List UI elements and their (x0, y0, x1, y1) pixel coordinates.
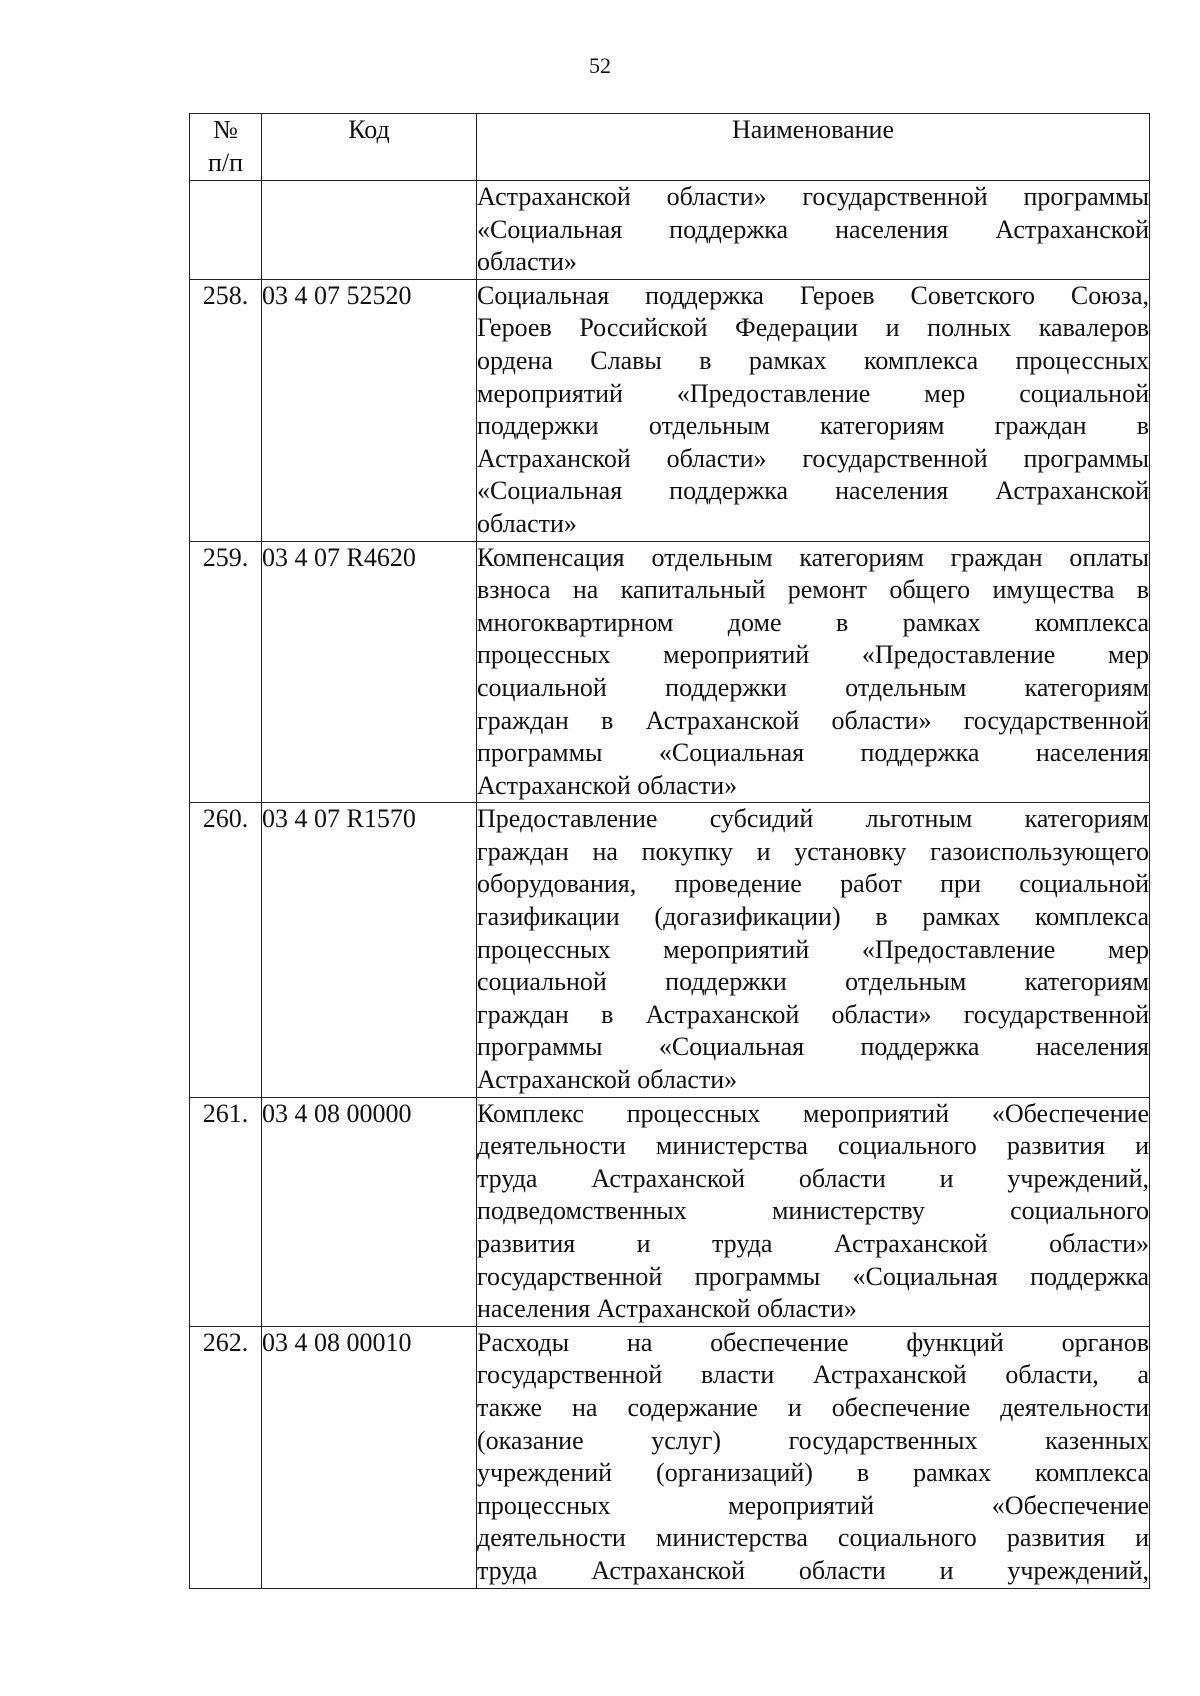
row-name-line: взноса на капитальный ремонт общего имущества в (477, 575, 1149, 605)
row-name-line: граждан в Астраханской области» государственной (477, 705, 1149, 735)
row-name-line: программы «Социальная поддержка населения (477, 1032, 1149, 1062)
row-name-line: ордена Славы в рамках комплекса процессных (477, 345, 1149, 375)
row-name (477, 181, 1150, 280)
row-name-line: труда Астраханской области и учреждений, (477, 1163, 1149, 1193)
row-name-line: программы «Социальная поддержка населения (477, 738, 1149, 768)
row-name-line: граждан в Астраханской области» государственной (477, 999, 1149, 1029)
row-name-line: процессных мероприятий «Предоставление мер (477, 934, 1149, 964)
table-row (190, 1326, 1150, 1588)
row-number: 261. (190, 1097, 262, 1326)
row-name-line: социальной поддержки отдельным категориям (477, 672, 1149, 702)
row-name-line: (оказание услуг) государственных казенных (477, 1425, 1149, 1455)
row-name-line: учреждений (организаций) в рамках комплекса (477, 1458, 1149, 1488)
row-name-line: газификации (догазификации) в рамках комплекса (477, 902, 1149, 932)
row-code: 03 4 08 00000 (262, 1097, 477, 1326)
row-name-line: многоквартирном доме в рамках комплекса (477, 607, 1149, 637)
row-name-line: мероприятий «Предоставление мер социальной (477, 378, 1149, 408)
row-code: 03 4 08 00010 (262, 1326, 477, 1588)
row-name-line: «Социальная поддержка населения Астраханской (477, 476, 1149, 506)
row-name (477, 803, 1150, 1097)
row-name-line: Астраханской области» (477, 1065, 738, 1095)
row-number: 259. (190, 541, 262, 803)
row-name (477, 1097, 1150, 1326)
row-name-line: подведомственных министерству социального (477, 1196, 1149, 1226)
row-name-line: Героев Российской Федерации и полных кавалеров (477, 313, 1149, 343)
row-code: 03 4 07 R1570 (262, 803, 477, 1097)
row-name-line: Социальная поддержка Героев Советского Союза, (477, 280, 1149, 310)
row-name-line: развития и труда Астраханской области» (477, 1229, 1149, 1258)
row-name-line: граждан на покупку и установку газоиспользующего (477, 836, 1149, 866)
row-name-line: Астраханской области» государственной программы (477, 443, 1149, 473)
row-name-line: процессных мероприятий «Предоставление мер (477, 640, 1149, 670)
row-name-line: поддержки отдельным категориям граждан в (477, 411, 1149, 441)
table-row (190, 181, 1150, 280)
row-name-line: государственной власти Астраханской области, а (477, 1360, 1149, 1390)
row-name-line: «Социальная поддержка населения Астраханской (477, 214, 1149, 244)
row-name-line: области» (477, 508, 577, 538)
row-number (190, 181, 262, 280)
row-name-line: также на содержание и обеспечение деятельности (477, 1392, 1149, 1422)
table-row (190, 1097, 1150, 1326)
row-name-line: процессных мероприятий «Обеспечение (477, 1490, 1149, 1520)
row-name-line: Астраханской области» (477, 770, 738, 800)
row-name-line: Астраханской области» государственной программы (477, 182, 1149, 211)
header-number (190, 114, 262, 181)
row-name-line: Комплекс процессных мероприятий «Обеспечение (477, 1098, 1149, 1128)
header-code: Код (262, 114, 477, 181)
row-name-line: оборудования, проведение работ при социальной (477, 869, 1149, 899)
row-name-line: социальной поддержки отдельным категориям (477, 967, 1149, 997)
row-name-line: деятельности министерства социального развития и (477, 1131, 1149, 1161)
row-name (477, 1326, 1150, 1588)
page-number: 52 (589, 53, 611, 78)
row-name-line: Предоставление субсидий льготным категориям (477, 804, 1149, 834)
row-number: 258. (190, 279, 262, 541)
row-name-line: государственной программы «Социальная поддержка (477, 1261, 1149, 1291)
row-name-line: области» (477, 247, 577, 277)
row-number: 262. (190, 1326, 262, 1588)
row-number: 260. (190, 803, 262, 1097)
row-name-line: деятельности министерства социального развития и (477, 1523, 1149, 1553)
row-name-line: Компенсация отдельным категориям граждан оплаты (477, 542, 1149, 572)
header-number-symbol: № (213, 115, 238, 144)
table-body (190, 181, 1150, 1589)
table-row (190, 541, 1150, 803)
row-code: 03 4 07 R4620 (262, 541, 477, 803)
row-name-line: населения Астраханской области» (477, 1294, 857, 1324)
row-name-line: труда Астраханской области и учреждений, (477, 1555, 1149, 1585)
row-code (262, 181, 477, 280)
row-name (477, 541, 1150, 803)
row-name-line: Расходы на обеспечение функций органов (477, 1327, 1149, 1357)
document-table (189, 113, 1150, 1589)
table-row (190, 803, 1150, 1097)
row-name (477, 279, 1150, 541)
row-code: 03 4 07 52520 (262, 279, 477, 541)
header-name: Наименование (477, 114, 1150, 181)
header-number-label: п/п (207, 147, 244, 177)
table-header-row (190, 114, 1150, 181)
table-row (190, 279, 1150, 541)
